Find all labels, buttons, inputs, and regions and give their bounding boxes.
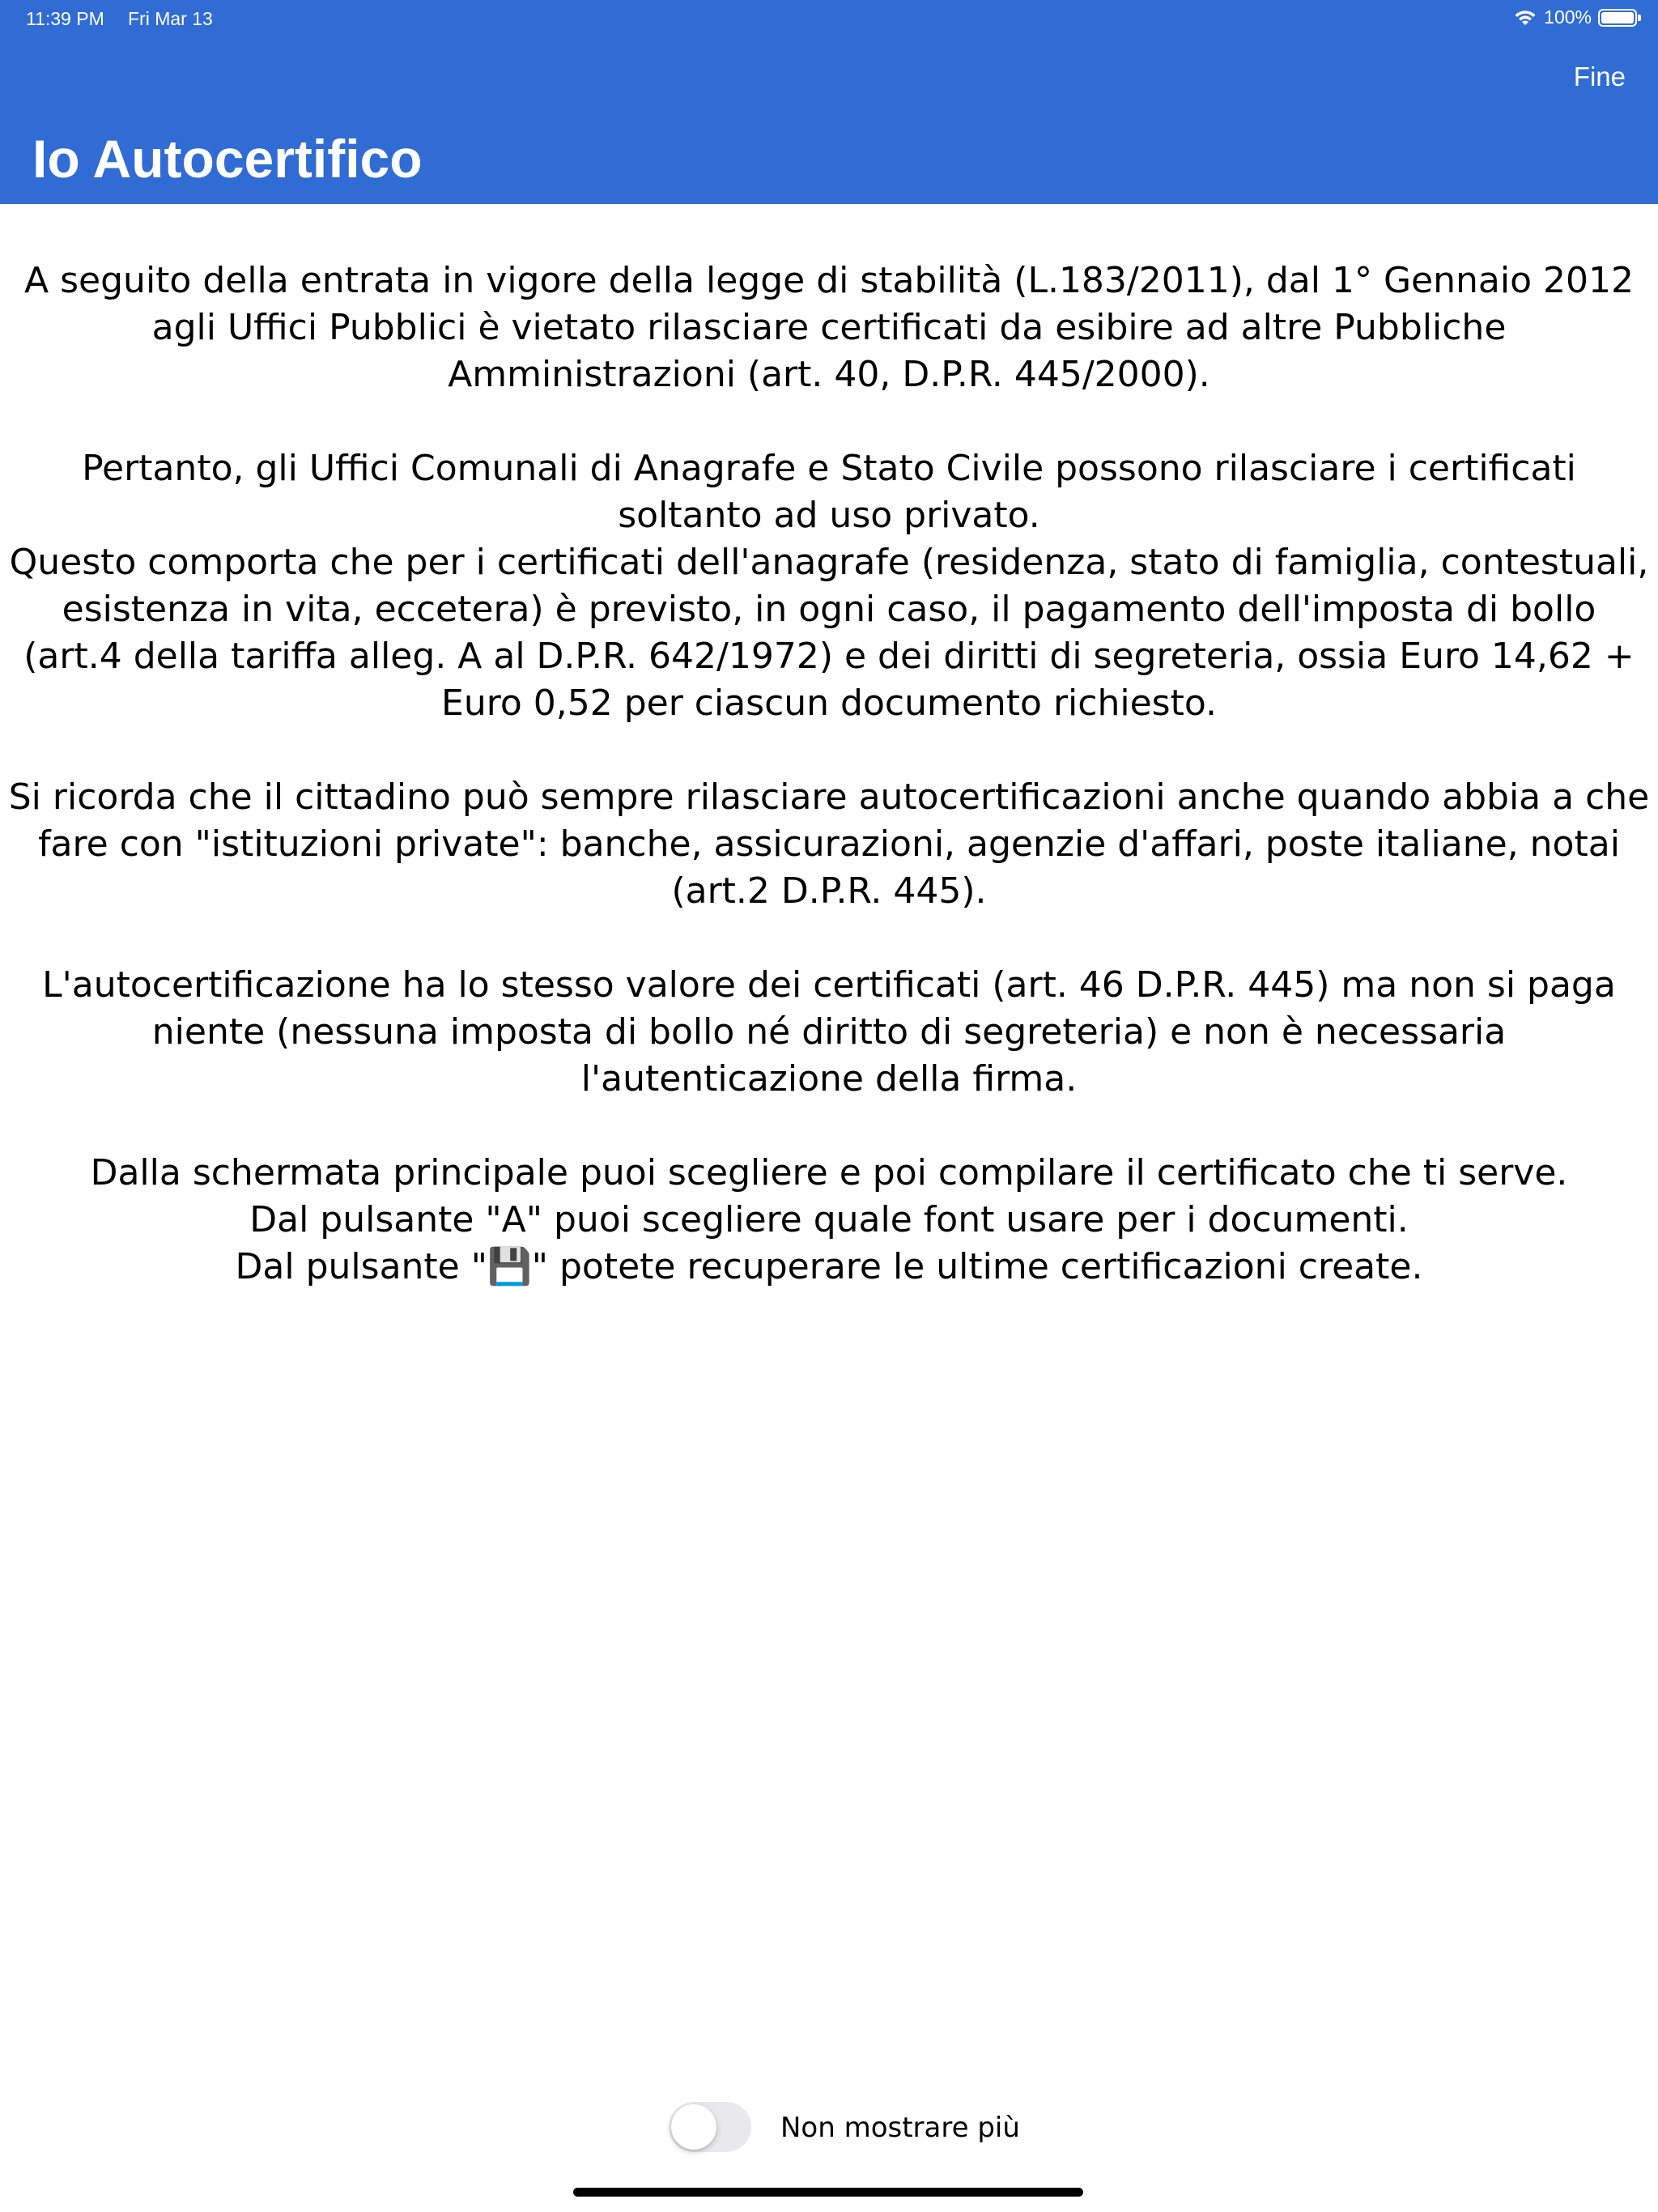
status-time: 11:39 PM [26,8,104,29]
paragraph-save-button-help: Dal pulsante "💾" potete recuperare le ultime certificazioni create. [235,1246,1423,1287]
battery-fill [1601,12,1634,23]
paragraph-stability-law: A seguito della entrata in vigore della legge di stabilità (L.183/2011), dal 1° Gennaio 2012 agli Uffici Pubblici è vietato rilasciare certificati da esibire ad altre Pubbliche Amministrazioni (art. 40, D.P.R. 445/2000). [24,260,1634,395]
page-title: Io Autocertifico [32,129,423,189]
paragraph-main-screen-help: Dalla schermata principale puoi scegliere e poi compilare il certificato che ti serve. [90,1152,1568,1193]
info-text [8,257,1650,1291]
status-indicators [1513,6,1637,28]
paragraph-self-certification-value: L'autocertificazione ha lo stesso valore dei certificati (art. 46 D.P.R. 445) ma non si paga niente (nessuna imposta di bollo né diritto di segreteria) e non è necessaria l'autenticazione della firma. [42,964,1616,1100]
done-button[interactable]: Fine [1573,62,1626,91]
battery-percentage: 100% [1544,6,1592,28]
paragraph-stamp-duty: Questo comporta che per i certificati dell'anagrafe (residenza, stato di famiglia, contestuali, esistenza in vita, eccetera) è previsto, in ogni caso, il pagamento dell'imposta di bollo (art.4 della tariffa alleg. A al D.P.R. 642/1972) e dei diritti di segreteria, ossia Euro 14,62 + Euro 0,52 per ciascun documento richiesto. [9,542,1649,724]
toggle-knob [671,2104,716,2150]
dont-show-again-toggle[interactable] [669,2102,751,2152]
status-date: Fri Mar 13 [128,8,213,29]
paragraph-private-use: Pertanto, gli Uffici Comunali di Anagrafe e Stato Civile possono rilasciare i certificati soltanto ad uso privato. [82,448,1576,536]
paragraph-font-button-help: Dal pulsante "A" puoi scegliere quale font usare per i documenti. [249,1199,1409,1240]
status-bar [0,0,1658,39]
paragraph-private-institutions: Si ricorda che il cittadino può sempre rilasciare autocertificazioni anche quando abbia a che fare con "istituzioni private": banche, assicurazioni, agenzie d'affari, poste italiane, notai (art.2 D.P.R. 445). [8,776,1650,912]
dont-show-again-label: Non mostrare più [780,2112,1020,2144]
navigation-header [0,0,1658,204]
wifi-icon [1513,9,1537,27]
home-indicator [573,2188,1083,2197]
battery-icon [1598,9,1637,27]
